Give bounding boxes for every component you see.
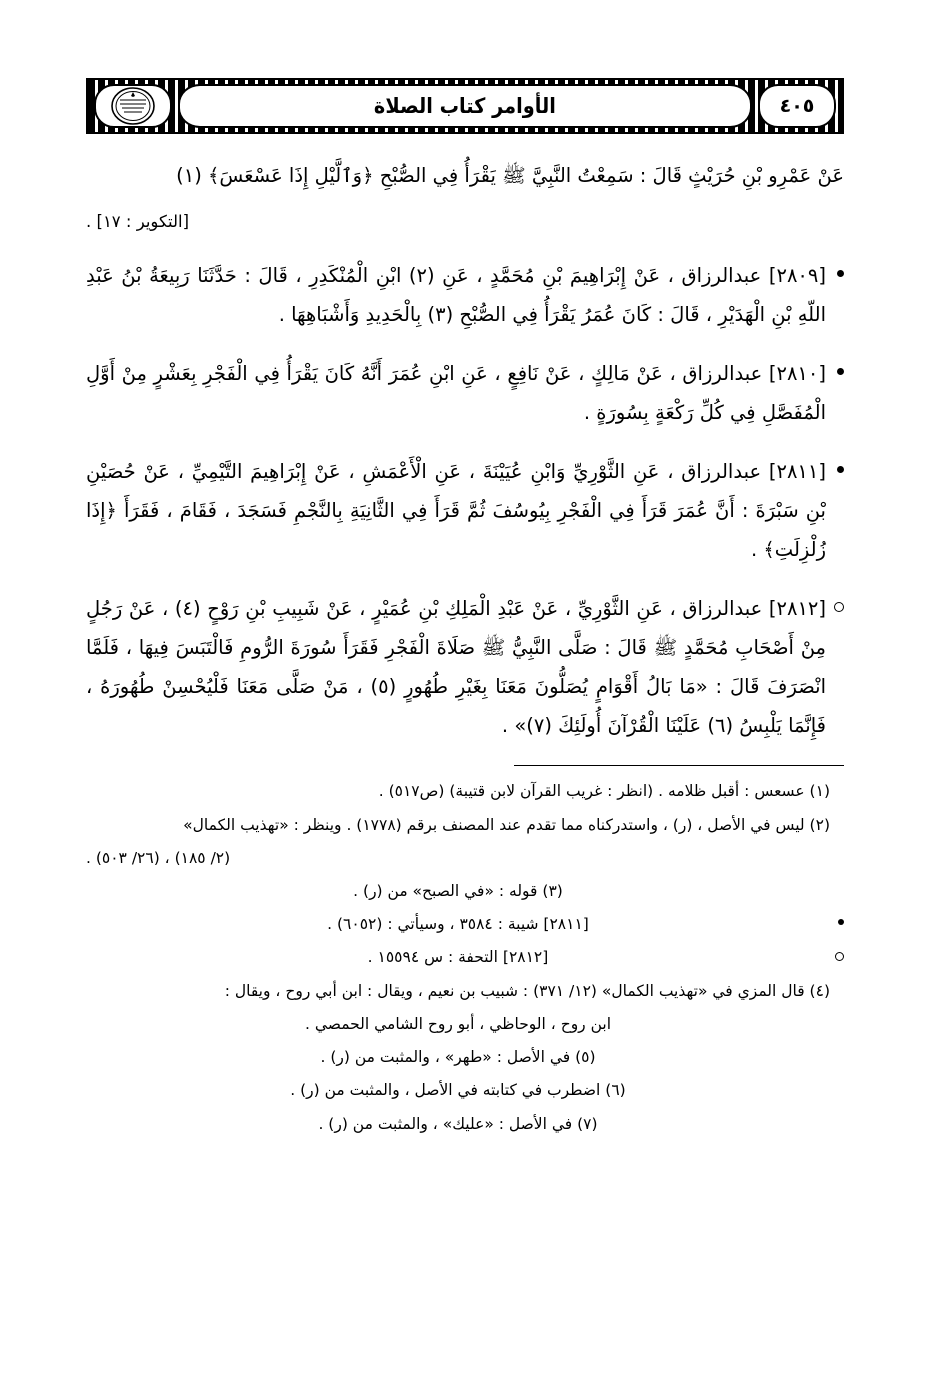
- footnote-ref-2811: [86, 909, 844, 939]
- footnote-text: (٢) ليس في الأصل ، (ر) ، واستدركناه مما تقدم عند المصنف برقم (١٧٧٨) . وينظر : «تهذيب الكمال»: [183, 815, 830, 834]
- footnote-line: [86, 1075, 844, 1105]
- page-number: ٤٠٥: [779, 95, 815, 117]
- hadith-paragraph-2812: [86, 589, 844, 745]
- footnote-text: ابن روح ، الوحاظي ، أبو روح الشامي الحمصي .: [304, 1014, 612, 1033]
- paragraph-text: [٢٨١٢] عبدالرزاق ، عَنِ الثَّوْرِيِّ ، عَنْ عَبْدِ الْمَلِكِ بْنِ عُمَيْرٍ ، عَنْ شَبِيبِ بْنِ رَوْحٍ (٤) ، عَنْ رَجُلٍ مِنْ أَصْحَابِ مُحَمَّدٍ ﷺ قَالَ : صَلَّى النَّبِيُّ ﷺ صَلَاةَ الْفَجْرِ فَقَرَأَ سُورَةَ الرُّومِ فَالْتَبَسَ فِيهَا ، فَلَمَّا انْصَرَفَ قَالَ : «مَا بَالُ أَقْوَامٍ يُصَلُّونَ مَعَنَا بِغَيْرِ طُهُورٍ (٥) ، مَنْ صَلَّى مَعَنَا فَلْيُحْسِنْ طُهُورَهُ ، فَإِنَّمَا يَلْبِسُ (٦) عَلَيْنَا الْقُرْآنَ أُولَئِكَ (٧)» .: [86, 597, 827, 737]
- footnote-line-continuation: [86, 843, 844, 873]
- footnote-line: [86, 876, 844, 906]
- footnote-text: (٢/ ١٨٥) ، (٢٦/ ٥٠٣) .: [86, 848, 231, 867]
- body-text: [86, 156, 844, 745]
- footnote-text: (٣) قوله : «في الصبح» من (ر) .: [353, 882, 563, 901]
- page-title: الأوامر كتاب الصلاة: [374, 94, 556, 118]
- paragraph-text: عَنْ عَمْرِو بْنِ حُرَيْثٍ قَالَ : سَمِعْتُ النَّبِيَّ ﷺ يَقْرَأُ فِي الصُّبْحِ ﴿وَٱلَّيْلِ إِذَا عَسْعَسَ﴾ (١): [176, 164, 844, 187]
- hadith-paragraph-2810: [86, 354, 844, 432]
- footnote-text: [٢٨١٢] التحفة : س ١٥٥٩٤ .: [367, 948, 549, 967]
- publisher-emblem-box: [94, 84, 172, 128]
- publisher-emblem-icon: [110, 86, 156, 126]
- footnote-line: [86, 1109, 844, 1139]
- hadith-paragraph-2809: [86, 256, 844, 334]
- header-title-plate: [178, 84, 752, 128]
- ayah-reference: [التكوير : ١٧] .: [86, 212, 190, 231]
- footnote-text: [٢٨١١] شيبة : ٣٥٨٤ ، وسيأتي : (٦٠٥٢) .: [327, 915, 589, 934]
- page-header: [86, 78, 844, 134]
- footnotes-section: [86, 776, 844, 1138]
- footnote-text: (٤) قال المزي في «تهذيب الكمال» (١٢/ ٣٧١) : شبيب بن نعيم ، ويقال : ابن أبي روح ، ويقال :: [224, 981, 830, 1000]
- list-bullet-icon: [837, 368, 844, 375]
- hadith-paragraph: [86, 156, 844, 195]
- page-number-box: [758, 84, 836, 128]
- hadith-paragraph-2811: [86, 452, 844, 569]
- paragraph-text: [٢٨٠٩] عبدالرزاق ، عَنْ إِبْرَاهِيمَ بْنِ مُحَمَّدٍ ، عَنِ (٢) ابْنِ الْمُنْكَدِرِ ، قَالَ : حَدَّثَنَا رَبِيعَةُ بْنُ عَبْدِ اللّهِ بْنِ الْهَدَيْرِ ، قَالَ : كَانَ عُمَرُ يَقْرَأُ فِي الصُّبْحِ (٣) بِالْحَدِيدِ وَأَشْبَاهِهَا .: [86, 264, 826, 326]
- footnote-ref-2812: [86, 942, 844, 972]
- footnote-text: (٥) في الأصل : «طهر» ، والمثبت من (ر) .: [320, 1048, 596, 1067]
- footnote-divider: [514, 765, 844, 766]
- paragraph-text: [٢٨١٠] عبدالرزاق ، عَنْ مَالِكٍ ، عَنْ نَافِعٍ ، عَنِ ابْنِ عُمَرَ أَنَّهُ كَانَ يَقْرَأُ فِي الْفَجْرِ بِعَشْرٍ مِنْ أَوَّلِ الْمُفَصَّلِ فِي كُلِّ رَكْعَةٍ بِسُورَةٍ .: [86, 362, 826, 424]
- footnote-text: (١) عسعس : أقبل ظلامه . (انظر : غريب القرآن لابن قتيبة) (ص٥١٧) .: [378, 782, 830, 801]
- footnote-line-continuation: [86, 1009, 844, 1039]
- list-bullet-hollow-icon: [835, 952, 844, 961]
- list-bullet-icon: [837, 270, 844, 277]
- paragraph-text: [٢٨١١] عبدالرزاق ، عَنِ الثَّوْرِيِّ وَابْنِ عُيَيْنَةَ ، عَنِ الْأَعْمَشِ ، عَنْ إِبْرَاهِيمَ التَّيْمِيِّ ، عَنْ حُصَيْنِ بْنِ سَبْرَةَ : أَنَّ عُمَرَ قَرَأَ فِي الْفَجْرِ بِيُوسُفَ ثُمَّ قَرَأَ فِي الثَّانِيَةِ بِالنَّجْمِ فَسَجَدَ ، فَقَامَ ، فَقَرَأَ ﴿إِذَا زُلْزِلَتِ﴾ .: [86, 460, 826, 561]
- footnote-text: (٦) اضطرب في كتابته في الأصل ، والمثبت من (ر) .: [290, 1081, 626, 1100]
- footnote-line: [86, 976, 844, 1006]
- list-bullet-icon: [838, 919, 844, 925]
- footnote-line: [86, 1042, 844, 1072]
- list-bullet-hollow-icon: [834, 602, 844, 612]
- list-bullet-icon: [837, 466, 844, 473]
- footnote-line: [86, 810, 844, 840]
- footnote-text: (٧) في الأصل : «عليك» ، والمثبت من (ر) .: [318, 1114, 598, 1133]
- footnote-line: [86, 776, 844, 806]
